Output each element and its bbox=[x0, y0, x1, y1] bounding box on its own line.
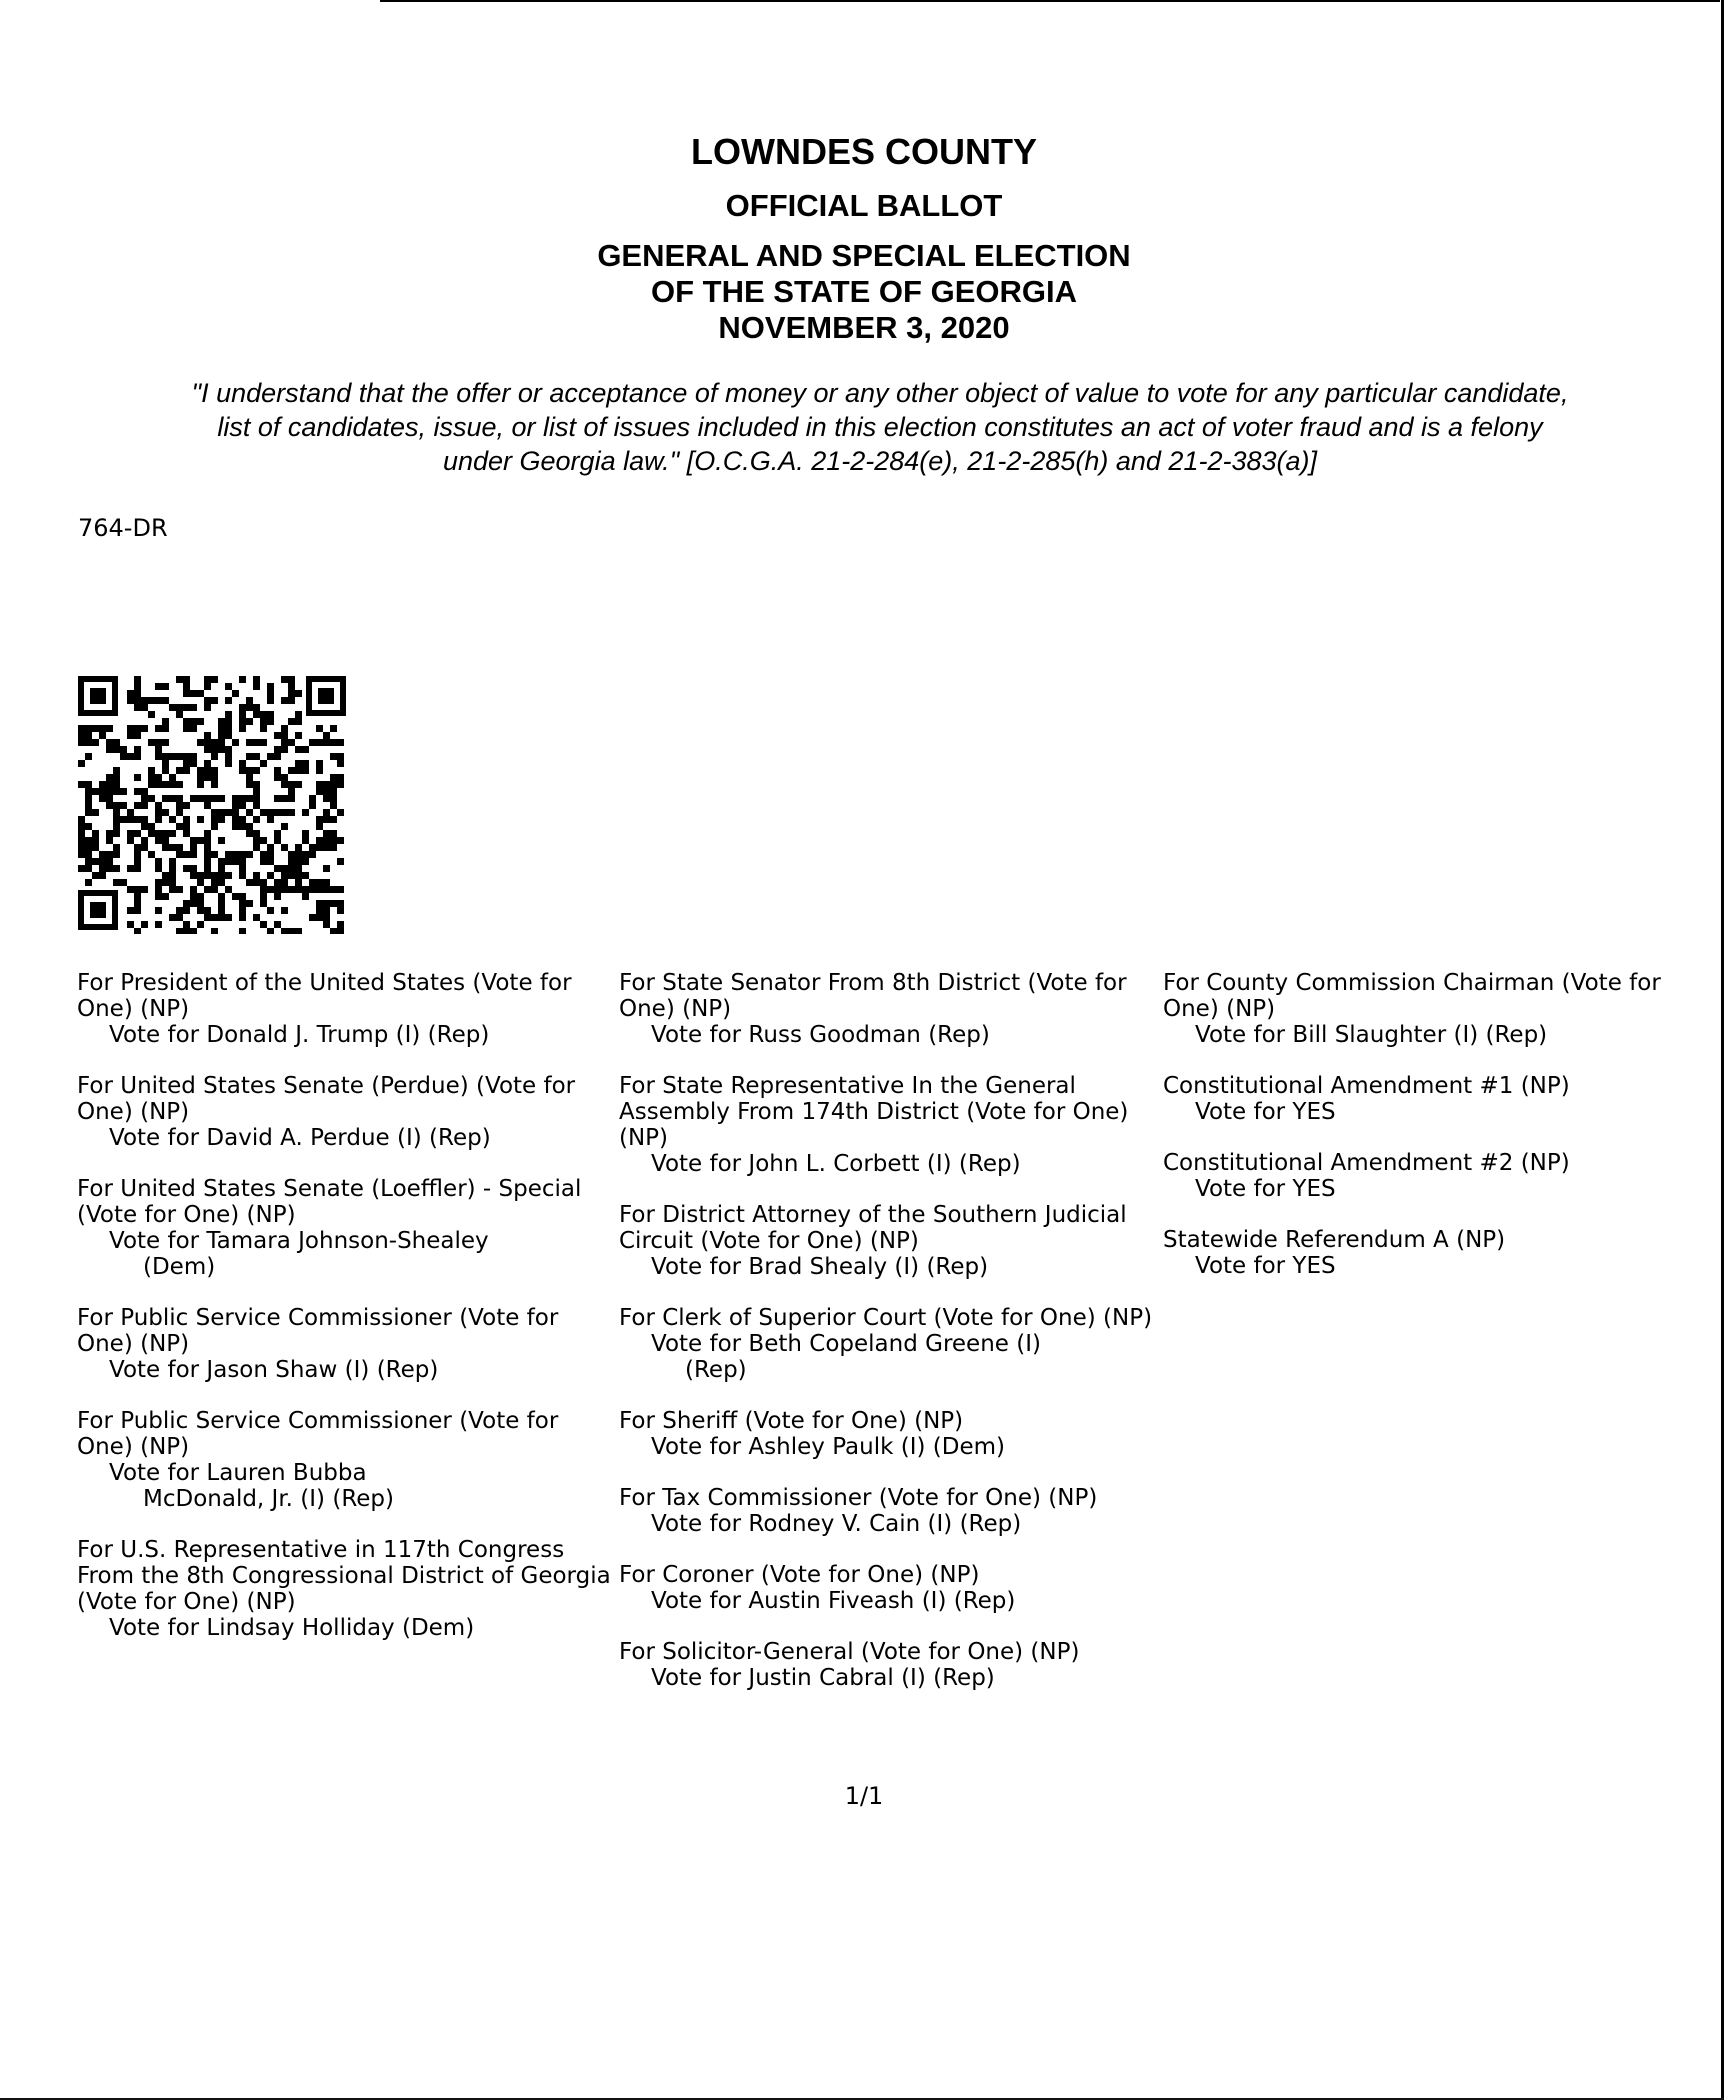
race-title: For District Attorney of the Southern Judicial Circuit (Vote for One) (NP) bbox=[619, 1202, 1127, 1254]
race-selection bbox=[1163, 1073, 1703, 1125]
vote-choice-continued: (Rep) bbox=[685, 1357, 747, 1383]
race-selection bbox=[77, 1073, 617, 1151]
race-selection bbox=[619, 970, 1159, 1048]
race-title: For Public Service Commissioner (Vote for One) (NP) bbox=[77, 1408, 559, 1460]
race-selection bbox=[77, 1408, 617, 1512]
vote-choice: Vote for YES bbox=[1195, 1099, 1336, 1125]
election-date: NOVEMBER 3, 2020 bbox=[718, 310, 1010, 345]
oath-line-3: under Georgia law." [O.C.G.A. 21-2-284(e), 21-2-285(h) and 21-2-383(a)] bbox=[442, 446, 1318, 476]
county-title: LOWNDES COUNTY bbox=[691, 131, 1037, 172]
vote-choice: Vote for Rodney V. Cain (I) (Rep) bbox=[651, 1511, 1022, 1537]
race-selection bbox=[77, 970, 617, 1048]
vote-choice: Vote for Justin Cabral (I) (Rep) bbox=[651, 1665, 995, 1691]
page-number: 1/1 bbox=[844, 1782, 884, 1810]
race-selection bbox=[77, 1176, 617, 1280]
vote-choice: Vote for Jason Shaw (I) (Rep) bbox=[109, 1357, 439, 1383]
race-title: For U.S. Representative in 117th Congress From the 8th Congressional District of Georgia (Vote for One) (NP) bbox=[77, 1537, 611, 1615]
race-selection bbox=[619, 1202, 1159, 1280]
race-selection bbox=[1163, 1227, 1703, 1279]
race-title: Constitutional Amendment #1 (NP) bbox=[1163, 1073, 1570, 1099]
vote-choice: Vote for Lindsay Holliday (Dem) bbox=[109, 1615, 475, 1641]
ballot-column-1 bbox=[77, 970, 617, 1666]
race-title: For Sheriff (Vote for One) (NP) bbox=[619, 1408, 964, 1434]
race-selection bbox=[77, 1305, 617, 1383]
race-title: For United States Senate (Loeffler) - Special (Vote for One) (NP) bbox=[77, 1176, 582, 1228]
vote-choice: Vote for Tamara Johnson-Shealey bbox=[109, 1228, 489, 1254]
vote-choice: Vote for Brad Shealy (I) (Rep) bbox=[651, 1254, 989, 1280]
vote-choice: Vote for YES bbox=[1195, 1253, 1336, 1279]
race-title: Statewide Referendum A (NP) bbox=[1163, 1227, 1506, 1253]
race-title: For Tax Commissioner (Vote for One) (NP) bbox=[619, 1485, 1098, 1511]
ballot-column-2 bbox=[619, 970, 1159, 1716]
race-title: For Solicitor-General (Vote for One) (NP) bbox=[619, 1639, 1080, 1665]
vote-choice: Vote for David A. Perdue (I) (Rep) bbox=[109, 1125, 491, 1151]
race-selection bbox=[619, 1485, 1159, 1537]
election-title-line2: OF THE STATE OF GEORGIA bbox=[651, 274, 1077, 309]
race-selection bbox=[619, 1408, 1159, 1460]
race-title: For State Senator From 8th District (Vote for One) (NP) bbox=[619, 970, 1127, 1022]
ballot-header bbox=[0, 130, 1728, 346]
race-selection bbox=[1163, 970, 1703, 1048]
oath-line-1: "I understand that the offer or acceptance of money or any other object of value to vote for any particular candidate, bbox=[191, 378, 1569, 408]
vote-choice: Vote for Bill Slaughter (I) (Rep) bbox=[1195, 1022, 1548, 1048]
race-title: For United States Senate (Perdue) (Vote for One) (NP) bbox=[77, 1073, 576, 1125]
ballot-title: OFFICIAL BALLOT bbox=[725, 188, 1003, 223]
race-title: Constitutional Amendment #2 (NP) bbox=[1163, 1150, 1570, 1176]
qr-code bbox=[76, 674, 352, 934]
voter-oath-statement bbox=[80, 376, 1680, 478]
oath-line-2: list of candidates, issue, or list of issues included in this election constitutes an act of voter fraud and is a felony bbox=[217, 412, 1543, 442]
race-selection bbox=[619, 1639, 1159, 1691]
race-title: For County Commission Chairman (Vote for One) (NP) bbox=[1163, 970, 1661, 1022]
race-selection bbox=[1163, 1150, 1703, 1202]
race-title: For State Representative In the General Assembly From 174th District (Vote for One) (NP) bbox=[619, 1073, 1129, 1151]
race-title: For Public Service Commissioner (Vote for One) (NP) bbox=[77, 1305, 559, 1357]
vote-choice: Vote for Austin Fiveash (I) (Rep) bbox=[651, 1588, 1016, 1614]
vote-choice: Vote for Donald J. Trump (I) (Rep) bbox=[109, 1022, 490, 1048]
ballot-column-3 bbox=[1163, 970, 1703, 1304]
vote-choice: Vote for Russ Goodman (Rep) bbox=[651, 1022, 990, 1048]
election-title-line1: GENERAL AND SPECIAL ELECTION bbox=[597, 238, 1131, 273]
race-selection bbox=[77, 1537, 617, 1641]
page-border-top bbox=[380, 0, 1720, 2]
race-selection bbox=[619, 1562, 1159, 1614]
vote-choice: Vote for Beth Copeland Greene (I) bbox=[651, 1331, 1041, 1357]
vote-choice-continued: McDonald, Jr. (I) (Rep) bbox=[143, 1486, 394, 1512]
vote-choice: Vote for YES bbox=[1195, 1176, 1336, 1202]
ballot-style-code: 764-DR bbox=[78, 514, 168, 542]
race-selection bbox=[619, 1305, 1159, 1383]
vote-choice-continued: (Dem) bbox=[143, 1254, 216, 1280]
race-title: For Coroner (Vote for One) (NP) bbox=[619, 1562, 980, 1588]
vote-choice: Vote for Lauren Bubba bbox=[109, 1460, 367, 1486]
race-title: For President of the United States (Vote for One) (NP) bbox=[77, 970, 572, 1022]
race-title: For Clerk of Superior Court (Vote for One) (NP) bbox=[619, 1305, 1153, 1331]
vote-choice: Vote for John L. Corbett (I) (Rep) bbox=[651, 1151, 1021, 1177]
vote-choice: Vote for Ashley Paulk (I) (Dem) bbox=[651, 1434, 1005, 1460]
race-selection bbox=[619, 1073, 1159, 1177]
